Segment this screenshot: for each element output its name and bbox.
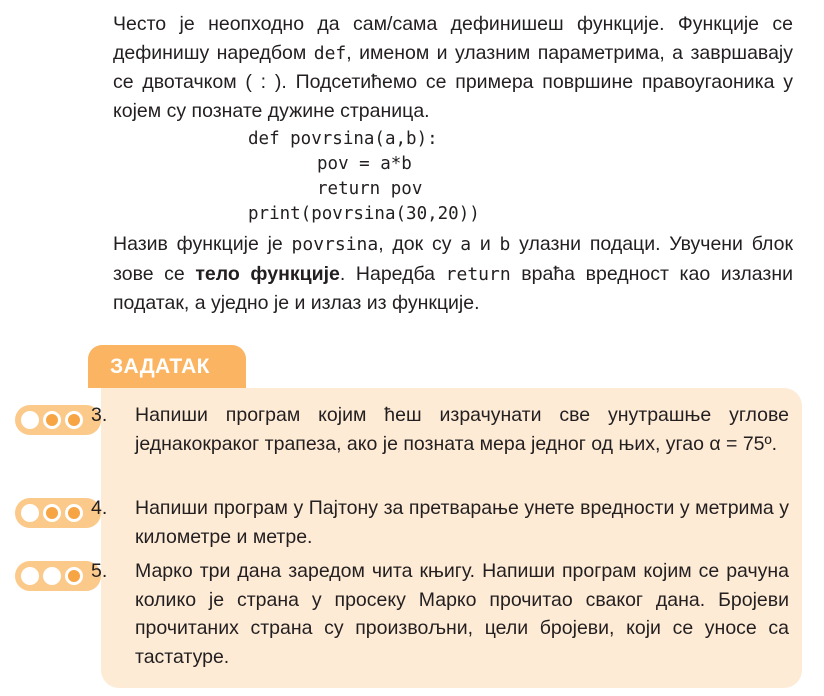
function-name: povrsina [291,234,379,255]
task-number: 4. [91,497,108,519]
function-body-term: тело функције [195,262,340,285]
intro-paragraph-1: Често је неопходно да сам/сама дефинишеш функције. Функције се дефинишу наредбом def, именом и улазним параметрима, а завршавају се двотачком ( : ). Подсетићемо се примера површине правоугаоника у којем су познате дужине страница. [113,13,793,122]
difficulty-indicator [15,498,101,528]
code-line: pov = a*b [317,154,412,174]
difficulty-dot-icon [65,411,83,429]
task-number: 3. [91,404,108,426]
task-item [91,401,789,458]
def-keyword: def [313,42,347,64]
difficulty-dot-icon [43,411,61,429]
difficulty-dot-icon [43,504,61,522]
code-line: print(povrsina(30,20)) [248,204,480,224]
task-number: 5. [91,560,108,582]
task-text: Марко три дана заредом чита књигу. Напиши програм којим се рачуна колико је страна у просеку Марко прочитао сваког дана. Бројеви прочитаних страна су произвољни, цели бројеви, који се уносе са тастатуре. [135,560,789,668]
task-item [91,557,789,671]
difficulty-dot-icon [65,567,83,585]
difficulty-indicator [15,561,101,591]
param-b: b [499,234,511,255]
task-item [91,494,789,551]
task-text: Напиши програм којим ћеш израчунати све унутрашње углове једнакокраког трапеза, ако је позната мера једног од њих, угао α = 75º. [135,404,789,455]
code-line: def povrsina(a,b): [248,129,438,149]
task-heading: ЗАДАТАК [88,345,246,388]
difficulty-dot-icon [65,504,83,522]
difficulty-dot-icon [21,567,39,585]
code-line: return pov [317,179,423,199]
task-text: Напиши програм у Пајтону за претварање унете вредности у метрима у километре и метре. [135,497,789,548]
difficulty-indicator [15,405,101,435]
intro-paragraph-2: Назив функције је povrsina, док су a и b улазни подаци. Увучени блок зове се тело функције. Наредба return враћа вредност као излазни податак, а уједно је и излаз из функције. [113,233,794,314]
code-example [248,127,793,227]
param-a: a [460,234,472,255]
intro-text [113,10,793,318]
difficulty-dot-icon [21,504,39,522]
return-keyword: return [445,263,511,285]
difficulty-dot-icon [43,567,61,585]
difficulty-dot-icon [21,411,39,429]
